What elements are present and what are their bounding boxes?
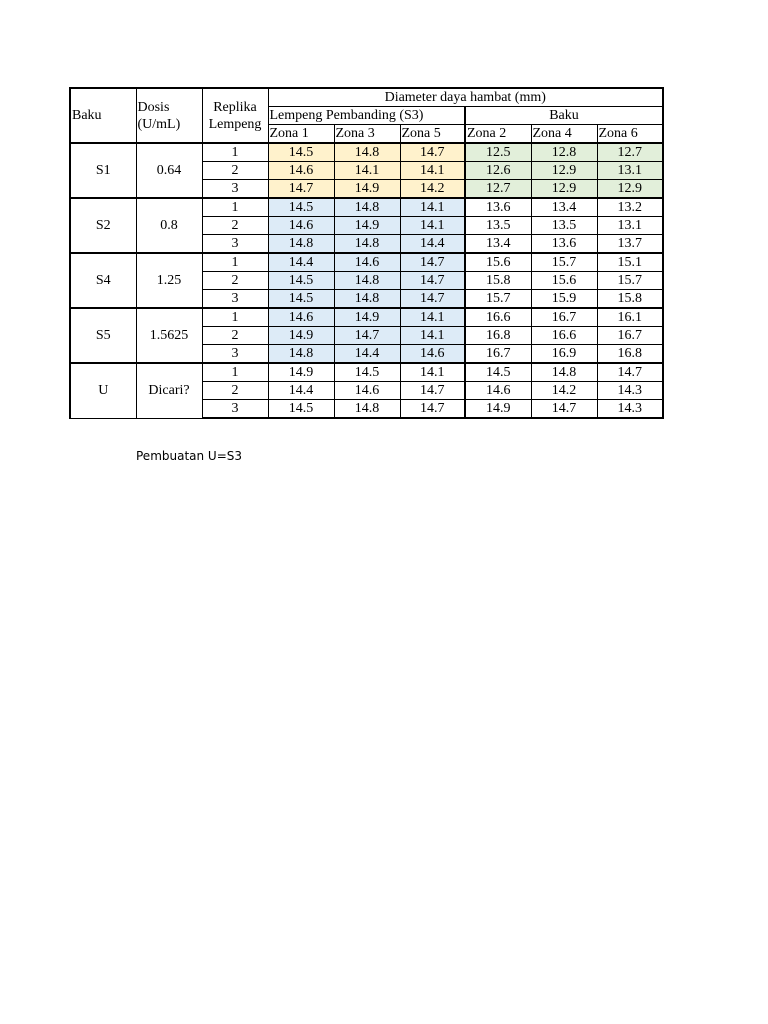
value-cell: 16.7 bbox=[465, 345, 531, 364]
value-cell: 13.5 bbox=[465, 217, 531, 235]
header-zone: Zona 6 bbox=[597, 125, 663, 144]
value-cell: 14.7 bbox=[334, 327, 400, 345]
table-row bbox=[70, 253, 663, 272]
value-cell: 14.1 bbox=[334, 162, 400, 180]
data-table bbox=[69, 87, 664, 419]
header-zone: Zona 4 bbox=[531, 125, 597, 144]
value-cell: 14.1 bbox=[400, 327, 465, 345]
value-cell: 14.8 bbox=[334, 290, 400, 309]
table-row bbox=[70, 198, 663, 217]
footnote: Pembuatan U=S3 bbox=[136, 449, 243, 463]
value-cell: 15.7 bbox=[465, 290, 531, 309]
replicate-cell: 1 bbox=[202, 308, 268, 327]
value-cell: 13.5 bbox=[531, 217, 597, 235]
value-cell: 14.3 bbox=[597, 400, 663, 419]
value-cell: 14.5 bbox=[268, 400, 334, 419]
value-cell: 14.6 bbox=[465, 382, 531, 400]
value-cell: 13.4 bbox=[531, 198, 597, 217]
value-cell: 12.9 bbox=[531, 180, 597, 199]
dose-cell: 1.5625 bbox=[136, 308, 202, 363]
replicate-cell: 2 bbox=[202, 217, 268, 235]
value-cell: 14.8 bbox=[334, 272, 400, 290]
value-cell: 14.1 bbox=[400, 217, 465, 235]
value-cell: 15.8 bbox=[597, 290, 663, 309]
value-cell: 13.7 bbox=[597, 235, 663, 254]
value-cell: 14.7 bbox=[597, 363, 663, 382]
value-cell: 16.7 bbox=[597, 327, 663, 345]
header-zone: Zona 5 bbox=[400, 125, 465, 144]
group-name-cell: S4 bbox=[70, 253, 136, 308]
value-cell: 14.7 bbox=[400, 143, 465, 162]
value-cell: 14.7 bbox=[400, 400, 465, 419]
value-cell: 14.9 bbox=[334, 217, 400, 235]
value-cell: 14.4 bbox=[400, 235, 465, 254]
value-cell: 14.6 bbox=[268, 217, 334, 235]
value-cell: 14.4 bbox=[334, 345, 400, 364]
value-cell: 14.4 bbox=[268, 253, 334, 272]
dose-cell: 0.8 bbox=[136, 198, 202, 253]
value-cell: 14.5 bbox=[334, 363, 400, 382]
value-cell: 14.9 bbox=[334, 180, 400, 199]
value-cell: 12.7 bbox=[465, 180, 531, 199]
value-cell: 12.9 bbox=[531, 162, 597, 180]
value-cell: 14.2 bbox=[400, 180, 465, 199]
value-cell: 15.6 bbox=[531, 272, 597, 290]
value-cell: 15.7 bbox=[531, 253, 597, 272]
value-cell: 16.7 bbox=[531, 308, 597, 327]
value-cell: 14.7 bbox=[268, 180, 334, 199]
replicate-cell: 1 bbox=[202, 363, 268, 382]
value-cell: 16.8 bbox=[597, 345, 663, 364]
value-cell: 14.7 bbox=[400, 382, 465, 400]
replicate-cell: 1 bbox=[202, 143, 268, 162]
value-cell: 14.2 bbox=[531, 382, 597, 400]
value-cell: 14.1 bbox=[400, 308, 465, 327]
table-row bbox=[70, 143, 663, 162]
value-cell: 14.6 bbox=[268, 162, 334, 180]
replicate-cell: 1 bbox=[202, 198, 268, 217]
replicate-cell: 3 bbox=[202, 400, 268, 419]
value-cell: 14.5 bbox=[465, 363, 531, 382]
value-cell: 14.5 bbox=[268, 198, 334, 217]
value-cell: 14.8 bbox=[334, 235, 400, 254]
value-cell: 14.5 bbox=[268, 272, 334, 290]
replicate-cell: 3 bbox=[202, 345, 268, 364]
value-cell: 12.5 bbox=[465, 143, 531, 162]
header-replika: Replika Lempeng bbox=[202, 88, 268, 143]
value-cell: 15.6 bbox=[465, 253, 531, 272]
group-name-cell: S5 bbox=[70, 308, 136, 363]
value-cell: 14.1 bbox=[400, 363, 465, 382]
value-cell: 15.8 bbox=[465, 272, 531, 290]
value-cell: 14.8 bbox=[334, 143, 400, 162]
value-cell: 16.9 bbox=[531, 345, 597, 364]
group-name-cell: S1 bbox=[70, 143, 136, 198]
value-cell: 14.5 bbox=[268, 143, 334, 162]
value-cell: 14.1 bbox=[400, 162, 465, 180]
value-cell: 14.7 bbox=[531, 400, 597, 419]
value-cell: 14.6 bbox=[334, 253, 400, 272]
value-cell: 12.7 bbox=[597, 143, 663, 162]
replicate-cell: 3 bbox=[202, 235, 268, 254]
dose-cell: Dicari? bbox=[136, 363, 202, 418]
value-cell: 14.9 bbox=[465, 400, 531, 419]
replicate-cell: 2 bbox=[202, 272, 268, 290]
value-cell: 14.8 bbox=[268, 345, 334, 364]
dose-cell: 0.64 bbox=[136, 143, 202, 198]
value-cell: 13.1 bbox=[597, 162, 663, 180]
value-cell: 15.9 bbox=[531, 290, 597, 309]
header-baku-group: Baku bbox=[465, 107, 663, 125]
value-cell: 13.6 bbox=[531, 235, 597, 254]
value-cell: 12.8 bbox=[531, 143, 597, 162]
header-zone: Zona 2 bbox=[465, 125, 531, 144]
value-cell: 13.4 bbox=[465, 235, 531, 254]
value-cell: 14.8 bbox=[531, 363, 597, 382]
value-cell: 14.9 bbox=[268, 363, 334, 382]
replicate-cell: 3 bbox=[202, 180, 268, 199]
header-baku: Baku bbox=[70, 88, 136, 143]
header-zone: Zona 3 bbox=[334, 125, 400, 144]
value-cell: 15.1 bbox=[597, 253, 663, 272]
value-cell: 16.6 bbox=[465, 308, 531, 327]
value-cell: 15.7 bbox=[597, 272, 663, 290]
value-cell: 14.6 bbox=[268, 308, 334, 327]
replicate-cell: 1 bbox=[202, 253, 268, 272]
header-dosis: Dosis (U/mL) bbox=[136, 88, 202, 143]
header-pembanding: Lempeng Pembanding (S3) bbox=[268, 107, 465, 125]
value-cell: 12.9 bbox=[597, 180, 663, 199]
header-diameter: Diameter daya hambat (mm) bbox=[268, 88, 663, 107]
replicate-cell: 2 bbox=[202, 382, 268, 400]
dose-cell: 1.25 bbox=[136, 253, 202, 308]
replicate-cell: 3 bbox=[202, 290, 268, 309]
replicate-cell: 2 bbox=[202, 162, 268, 180]
value-cell: 14.6 bbox=[334, 382, 400, 400]
value-cell: 14.7 bbox=[400, 290, 465, 309]
value-cell: 12.6 bbox=[465, 162, 531, 180]
replicate-cell: 2 bbox=[202, 327, 268, 345]
value-cell: 14.3 bbox=[597, 382, 663, 400]
group-name-cell: S2 bbox=[70, 198, 136, 253]
value-cell: 13.2 bbox=[597, 198, 663, 217]
value-cell: 16.8 bbox=[465, 327, 531, 345]
value-cell: 14.9 bbox=[268, 327, 334, 345]
value-cell: 14.5 bbox=[268, 290, 334, 309]
value-cell: 13.1 bbox=[597, 217, 663, 235]
value-cell: 14.7 bbox=[400, 272, 465, 290]
header-zone: Zona 1 bbox=[268, 125, 334, 144]
value-cell: 14.1 bbox=[400, 198, 465, 217]
value-cell: 14.8 bbox=[334, 198, 400, 217]
value-cell: 14.8 bbox=[334, 400, 400, 419]
value-cell: 14.8 bbox=[268, 235, 334, 254]
value-cell: 14.6 bbox=[400, 345, 465, 364]
value-cell: 13.6 bbox=[465, 198, 531, 217]
value-cell: 14.4 bbox=[268, 382, 334, 400]
value-cell: 16.6 bbox=[531, 327, 597, 345]
table-row bbox=[70, 308, 663, 327]
value-cell: 14.9 bbox=[334, 308, 400, 327]
value-cell: 16.1 bbox=[597, 308, 663, 327]
group-name-cell: U bbox=[70, 363, 136, 418]
value-cell: 14.7 bbox=[400, 253, 465, 272]
table-row bbox=[70, 363, 663, 382]
